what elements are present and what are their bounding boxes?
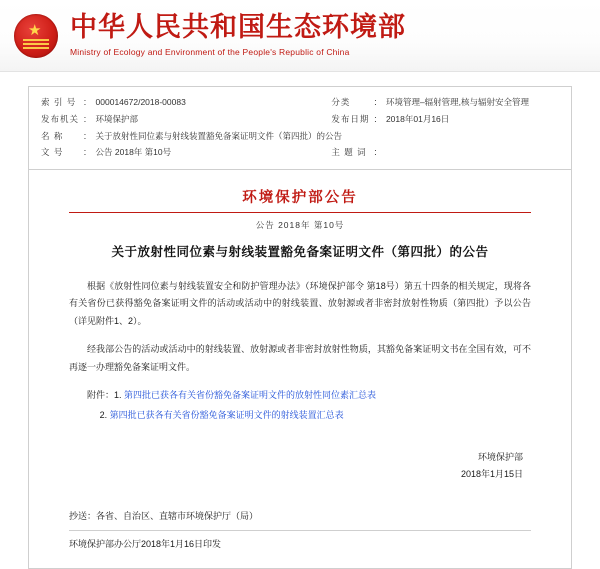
- meta-colon: ：: [83, 147, 92, 158]
- document-frame: [28, 86, 572, 569]
- meta-colon: ：: [373, 97, 382, 107]
- paragraph-1: 根据《放射性同位素与射线装置安全和防护管理办法》（环境保护部令 第18号）第五十四条的相关规定，现将各有关省份已获得豁免备案证明文件的活动或活动中的射线装置、放射源或者非密封放射性物质（第四批）予以公告（详见附件1、2）。: [69, 280, 531, 326]
- meta-colon: ：: [373, 147, 382, 158]
- meta-label: 发布机关: [41, 113, 80, 124]
- page-title: 关于放射性同位素与射线装置豁免备案证明文件（第四批）的公告: [111, 244, 489, 259]
- red-divider: [69, 212, 531, 213]
- cc-line: 抄送：各省、自治区、直辖市环境保护厅（局）: [69, 510, 259, 521]
- meta-colon: ：: [83, 113, 92, 124]
- table-row: [39, 94, 561, 111]
- table-row: [39, 128, 561, 145]
- meta-label: 发布日期: [331, 113, 370, 124]
- meta-value: 关于放射性同位素与射线装置豁免备案证明文件（第四批）的公告: [95, 130, 343, 141]
- meta-colon: ：: [83, 97, 92, 107]
- meta-value: 公告 2018年 第10号: [95, 147, 172, 158]
- document-meta: [29, 87, 571, 170]
- attachment-prefix-2: 2.: [99, 410, 110, 421]
- table-row: [39, 111, 561, 128]
- meta-colon: ：: [83, 130, 92, 141]
- issuing-org-title: 环境保护部公告: [242, 189, 358, 206]
- attachment-prefix: 附件：1.: [87, 390, 125, 401]
- signature-block: [69, 449, 531, 483]
- meta-value: 环境保护部: [95, 113, 139, 124]
- header-title-cn: 中华人民共和国生态环境部: [70, 12, 406, 44]
- meta-colon: ：: [373, 113, 382, 124]
- print-line: 环境保护部办公厅2018年1月16日印发: [69, 538, 222, 549]
- meta-table: [39, 94, 561, 161]
- signer-date: 2018年1月15日: [460, 468, 523, 479]
- meta-label: 主 题 词: [331, 147, 367, 158]
- meta-value: 2018年01月16日: [385, 113, 450, 124]
- document-number: 公告 2018年 第10号: [255, 220, 345, 230]
- footer-divider: [69, 530, 531, 531]
- paragraph-2: 经我部公告的活动或活动中的射线装置、放射源或者非密封放射性物质，其豁免备案证明文书在全国有效，可不再逐一办理豁免备案证明文件。: [69, 344, 531, 372]
- meta-label: 分类: [331, 97, 351, 107]
- header-title-en: Ministry of Ecology and Environment of the People's Republic of China: [70, 46, 350, 57]
- table-row: [39, 144, 561, 161]
- notice-body: [29, 170, 571, 568]
- meta-label: 名 称: [41, 130, 64, 141]
- signer-name: 环境保护部: [477, 451, 523, 462]
- meta-value: [384, 144, 561, 161]
- attachment-link-1[interactable]: 第四批已获各有关省份豁免备案证明文件的放射性同位素汇总表: [124, 390, 377, 401]
- header-titles: [70, 14, 406, 56]
- meta-value: 环境管理–辐射管理,核与辐射安全管理: [385, 97, 530, 107]
- national-emblem-icon: [14, 14, 58, 58]
- attachment-2-line: [69, 407, 531, 425]
- attachment-link-2[interactable]: 第四批已获各有关省份豁免备案证明文件的射线装置汇总表: [109, 410, 344, 421]
- meta-label: 文 号: [41, 147, 64, 158]
- meta-value: 000014672/2018-00083: [95, 97, 186, 107]
- attachment-1-line: [69, 387, 531, 405]
- site-header: [0, 0, 600, 72]
- meta-label: 索 引 号: [41, 97, 77, 107]
